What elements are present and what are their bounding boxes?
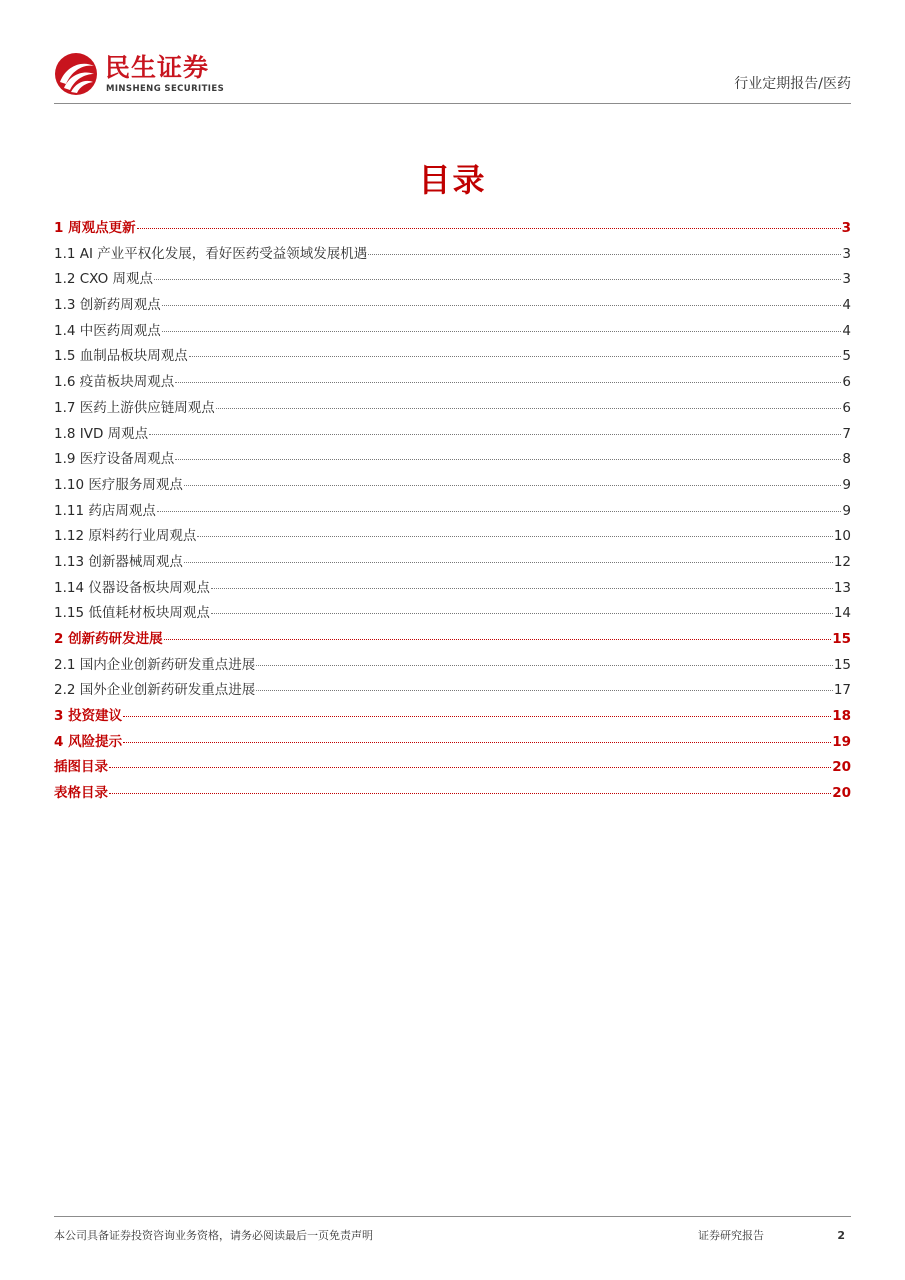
- toc-entry-page: 19: [832, 733, 851, 750]
- toc-entry[interactable]: [54, 422, 851, 448]
- toc-entry[interactable]: [54, 653, 851, 679]
- toc-entry[interactable]: [54, 755, 851, 781]
- toc-entry-page: 20: [832, 759, 851, 776]
- toc-dot-leader: [157, 511, 842, 512]
- toc-entry-page: 10: [833, 528, 851, 545]
- toc-entry-label: 1 周观点更新: [54, 220, 136, 236]
- toc-dot-leader: [164, 639, 832, 640]
- toc-entry-page: 7: [842, 425, 851, 442]
- toc-dot-leader: [368, 254, 841, 255]
- toc-dot-leader: [123, 716, 831, 717]
- toc-entry-label: 4 风险提示: [54, 733, 123, 750]
- toc-entry-page: 4: [842, 322, 851, 339]
- toc-dot-leader: [175, 382, 841, 383]
- toc-entry-page: 12: [833, 553, 851, 570]
- toc-entry[interactable]: [54, 524, 851, 550]
- toc-entry[interactable]: [54, 447, 851, 473]
- toc-entry-page: 13: [833, 579, 851, 596]
- toc-entry[interactable]: [54, 781, 851, 807]
- toc-entry-page: 9: [842, 476, 851, 493]
- toc-entry-label: 1.6 疫苗板块周观点: [54, 374, 175, 391]
- toc-dot-leader: [184, 485, 842, 486]
- toc-dot-leader: [123, 742, 831, 743]
- toc-entry-label: 插图目录: [54, 759, 108, 776]
- toc-entry-label: 1.9 医疗设备周观点: [54, 451, 175, 468]
- toc-entry-page: 5: [842, 348, 851, 365]
- toc-dot-leader: [175, 459, 841, 460]
- toc-entry-page: 17: [833, 682, 851, 699]
- toc-entry[interactable]: [54, 678, 851, 704]
- header-divider: [54, 103, 851, 104]
- report-type-label: 行业定期报告/医药: [734, 76, 851, 92]
- page-header: [54, 50, 851, 104]
- toc-entry-page: 9: [842, 502, 851, 519]
- toc-entry[interactable]: [54, 499, 851, 525]
- table-of-contents: [54, 216, 851, 807]
- toc-entry-label: 1.7 医药上游供应链周观点: [54, 399, 215, 416]
- toc-dot-leader: [211, 613, 833, 614]
- toc-dot-leader: [211, 588, 833, 589]
- toc-entry-page: 6: [842, 374, 851, 391]
- toc-entry-label: 1.10 医疗服务周观点: [54, 476, 183, 493]
- toc-dot-leader: [197, 536, 832, 537]
- toc-entry-label: 1.14 仪器设备板块周观点: [54, 579, 210, 596]
- brand-name-cn: 民生证券: [105, 53, 210, 82]
- toc-title: 目录: [418, 161, 487, 199]
- toc-dot-leader: [189, 356, 842, 357]
- toc-entry[interactable]: [54, 319, 851, 345]
- toc-dot-leader: [162, 305, 842, 306]
- toc-dot-leader: [256, 690, 833, 691]
- toc-entry-label: 1.3 创新药周观点: [54, 297, 161, 314]
- toc-dot-leader: [149, 434, 841, 435]
- toc-dot-leader: [184, 562, 833, 563]
- toc-dot-leader: [137, 228, 841, 229]
- toc-entry[interactable]: [54, 396, 851, 422]
- toc-entry-label: 1.8 IVD 周观点: [54, 425, 149, 442]
- toc-entry[interactable]: [54, 730, 851, 756]
- toc-entry[interactable]: [54, 704, 851, 730]
- toc-entry-page: 20: [832, 785, 851, 802]
- toc-entry[interactable]: [54, 550, 851, 576]
- toc-entry[interactable]: [54, 344, 851, 370]
- toc-entry[interactable]: [54, 242, 851, 268]
- toc-entry-page: 14: [833, 605, 851, 622]
- toc-entry-page: 8: [842, 451, 851, 468]
- toc-dot-leader: [109, 793, 831, 794]
- footer-doc-category: 证券研究报告: [698, 1229, 764, 1242]
- toc-entry[interactable]: [54, 473, 851, 499]
- toc-entry[interactable]: [54, 267, 851, 293]
- brand-name-en: MINSHENG SECURITIES: [106, 84, 225, 94]
- toc-entry-label: 1.2 CXO 周观点: [54, 271, 153, 288]
- toc-entry[interactable]: [54, 216, 851, 242]
- toc-dot-leader: [109, 767, 831, 768]
- toc-entry[interactable]: [54, 627, 851, 653]
- toc-entry[interactable]: [54, 601, 851, 627]
- toc-entry-page: 3: [841, 220, 851, 236]
- toc-entry-page: 3: [842, 245, 851, 262]
- toc-entry-label: 1.11 药店周观点: [54, 502, 156, 519]
- toc-entry-label: 1.1 AI 产业平权化发展，看好医药受益领域发展机遇: [54, 245, 368, 262]
- toc-entry[interactable]: [54, 293, 851, 319]
- toc-entry-page: 15: [833, 656, 851, 673]
- toc-entry-label: 1.15 低值耗材板块周观点: [54, 605, 210, 622]
- toc-entry-page: 4: [842, 297, 851, 314]
- minsheng-logo-icon: [54, 52, 98, 96]
- footer-disclaimer: 本公司具备证券投资咨询业务资格，请务必阅读最后一页免责声明: [54, 1229, 373, 1242]
- toc-entry-label: 表格目录: [54, 785, 108, 802]
- brand-logo: [54, 52, 264, 100]
- toc-entry-page: 15: [832, 631, 851, 647]
- page-number: 2: [837, 1229, 845, 1242]
- toc-dot-leader: [162, 331, 842, 332]
- toc-entry-label: 1.13 创新器械周观点: [54, 553, 183, 570]
- toc-dot-leader: [256, 665, 833, 666]
- toc-entry-page: 3: [842, 271, 851, 288]
- toc-entry-label: 1.12 原料药行业周观点: [54, 528, 197, 545]
- toc-entry-label: 1.5 血制品板块周观点: [54, 348, 188, 365]
- toc-entry-label: 2.2 国外企业创新药研发重点进展: [54, 682, 256, 699]
- footer-divider: [54, 1216, 851, 1217]
- toc-entry[interactable]: [54, 576, 851, 602]
- toc-entry-label: 2 创新药研发进展: [54, 631, 163, 647]
- toc-dot-leader: [154, 279, 841, 280]
- toc-entry-label: 1.4 中医药周观点: [54, 322, 161, 339]
- toc-entry-label: 2.1 国内企业创新药研发重点进展: [54, 656, 256, 673]
- toc-entry[interactable]: [54, 370, 851, 396]
- toc-entry-page: 18: [832, 708, 851, 725]
- toc-dot-leader: [216, 408, 842, 409]
- toc-entry-label: 3 投资建议: [54, 708, 123, 725]
- toc-entry-page: 6: [842, 399, 851, 416]
